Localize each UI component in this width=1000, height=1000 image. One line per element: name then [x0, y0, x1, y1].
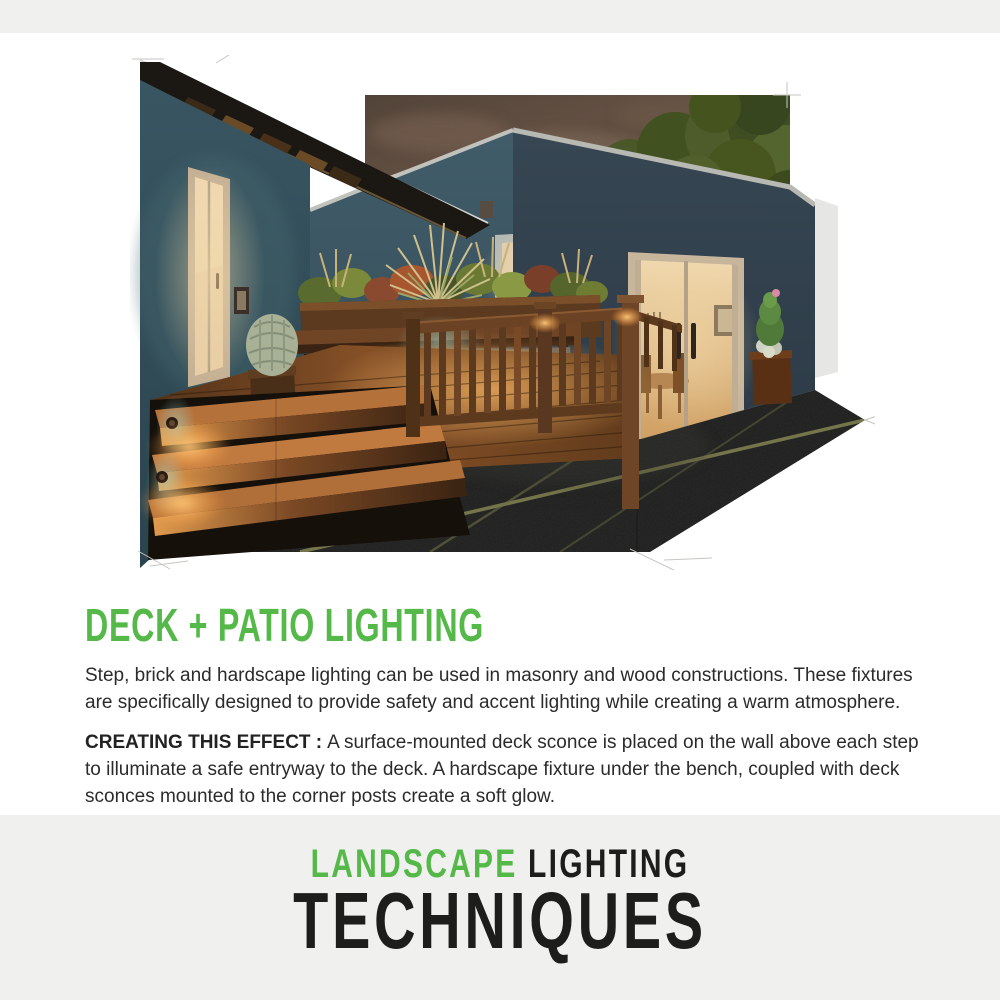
post-sconce-glow [529, 313, 561, 333]
section-heading: DECK + PATIO LIGHTING [85, 599, 485, 651]
brand-word-lighting: LIGHTING [528, 842, 690, 886]
side-panel [815, 198, 838, 378]
cactus-flower [772, 289, 780, 297]
intro-paragraph: Step, brick and hardscape lighting can be used in masonry and wood constructions. These fixtures are specifically designed to provide safety and accent lighting while creating a warm atmosphere. [85, 664, 913, 713]
hero-illustration-wrap [130, 55, 875, 570]
deck-patio-illustration [130, 55, 875, 570]
post-sconce-glow [611, 307, 643, 327]
footer-band [0, 815, 1000, 1000]
door-handle [691, 323, 696, 359]
footer-title: TECHNIQUES [293, 876, 707, 965]
top-border-band [0, 0, 1000, 33]
effect-label: CREATING THIS EFFECT : [85, 731, 323, 753]
gable-vent [480, 201, 493, 218]
effect-paragraph [85, 729, 937, 810]
brand-word-landscape: LANDSCAPE [310, 842, 518, 886]
content-section [85, 599, 937, 810]
effect-body-text: A surface-mounted deck sconce is placed on the wall above each step to illuminate a safe entryway to the deck. A hardscape fixture under the bench, coupled with deck sconces mounted to the corner posts create a soft glow. [85, 731, 919, 807]
deck-steps [138, 385, 470, 560]
